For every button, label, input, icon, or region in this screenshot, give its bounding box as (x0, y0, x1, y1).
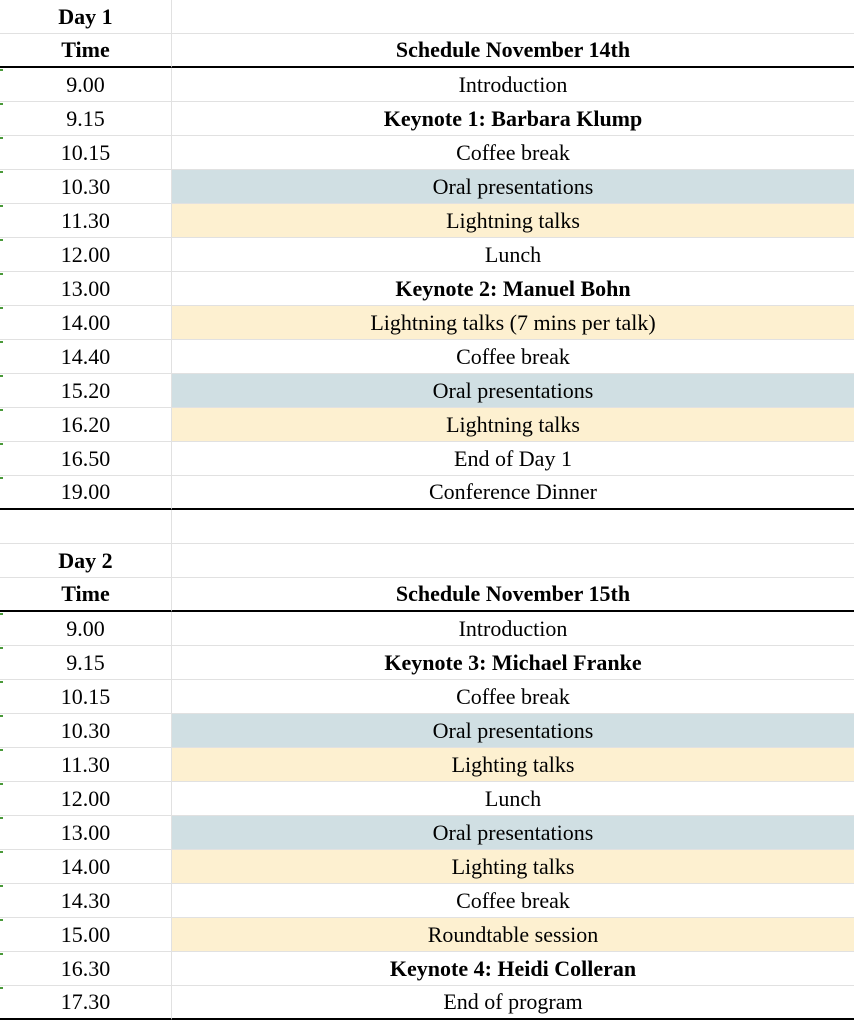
event-cell[interactable]: Lightning talks (172, 204, 854, 238)
time-cell[interactable]: 12.00 (0, 782, 172, 816)
event-cell[interactable]: Lightning talks (7 mins per talk) (172, 306, 854, 340)
row-edge-marker (0, 477, 3, 479)
event-cell[interactable]: Roundtable session (172, 918, 854, 952)
day-label-cell[interactable]: Day 2 (0, 544, 172, 578)
blank-row (0, 510, 854, 544)
time-cell[interactable]: 17.30 (0, 986, 172, 1020)
event-cell[interactable]: Lighting talks (172, 850, 854, 884)
empty-cell[interactable] (172, 544, 854, 578)
schedule-row (0, 238, 854, 272)
row-edge-marker (0, 103, 3, 105)
schedule-row (0, 68, 854, 102)
time-cell[interactable]: 16.50 (0, 442, 172, 476)
time-cell[interactable]: 9.00 (0, 612, 172, 646)
row-edge-marker (0, 715, 3, 717)
schedule-row (0, 986, 854, 1020)
row-edge-marker (0, 851, 3, 853)
schedule-row (0, 476, 854, 510)
event-cell[interactable]: Keynote 1: Barbara Klump (172, 102, 854, 136)
schedule-row (0, 850, 854, 884)
row-edge-marker (0, 817, 3, 819)
empty-cell[interactable] (0, 510, 172, 544)
time-cell[interactable]: 13.00 (0, 272, 172, 306)
day-label-cell[interactable]: Day 1 (0, 0, 172, 34)
event-cell[interactable]: Lunch (172, 238, 854, 272)
time-cell[interactable]: 16.30 (0, 952, 172, 986)
row-edge-marker (0, 749, 3, 751)
event-cell[interactable]: Lightning talks (172, 408, 854, 442)
time-cell[interactable]: 10.15 (0, 680, 172, 714)
row-edge-marker (0, 885, 3, 887)
schedule-row (0, 816, 854, 850)
event-cell[interactable]: Oral presentations (172, 170, 854, 204)
time-header-cell[interactable]: Time (0, 34, 172, 68)
row-edge-marker (0, 409, 3, 411)
schedule-row (0, 306, 854, 340)
row-edge-marker (0, 137, 3, 139)
schedule-row (0, 374, 854, 408)
empty-cell[interactable] (172, 510, 854, 544)
schedule-row (0, 204, 854, 238)
time-cell[interactable]: 9.15 (0, 646, 172, 680)
row-edge-marker (0, 171, 3, 173)
schedule-row (0, 952, 854, 986)
time-cell[interactable]: 13.00 (0, 816, 172, 850)
row-edge-marker (0, 647, 3, 649)
event-cell[interactable]: Lunch (172, 782, 854, 816)
time-cell[interactable]: 15.20 (0, 374, 172, 408)
schedule-row (0, 714, 854, 748)
time-header-cell[interactable]: Time (0, 578, 172, 612)
event-cell[interactable]: Keynote 4: Heidi Colleran (172, 952, 854, 986)
row-edge-marker (0, 953, 3, 955)
schedule-header-cell[interactable]: Schedule November 14th (172, 34, 854, 68)
schedule-row (0, 340, 854, 374)
time-cell[interactable]: 10.15 (0, 136, 172, 170)
event-cell[interactable]: End of program (172, 986, 854, 1020)
row-edge-marker (0, 205, 3, 207)
event-cell[interactable]: Oral presentations (172, 714, 854, 748)
header-row (0, 578, 854, 612)
event-cell[interactable]: Lighting talks (172, 748, 854, 782)
event-cell[interactable]: Coffee break (172, 136, 854, 170)
schedule-row (0, 272, 854, 306)
time-cell[interactable]: 11.30 (0, 748, 172, 782)
schedule-row (0, 680, 854, 714)
time-cell[interactable]: 14.40 (0, 340, 172, 374)
event-cell[interactable]: Oral presentations (172, 816, 854, 850)
row-edge-marker (0, 987, 3, 989)
time-cell[interactable]: 14.00 (0, 850, 172, 884)
row-edge-marker (0, 443, 3, 445)
time-cell[interactable]: 14.30 (0, 884, 172, 918)
schedule-row (0, 884, 854, 918)
row-edge-marker (0, 613, 3, 615)
event-cell[interactable]: Keynote 2: Manuel Bohn (172, 272, 854, 306)
row-edge-marker (0, 273, 3, 275)
schedule-header-cell[interactable]: Schedule November 15th (172, 578, 854, 612)
schedule-row (0, 442, 854, 476)
row-edge-marker (0, 919, 3, 921)
event-cell[interactable]: Introduction (172, 68, 854, 102)
row-edge-marker (0, 307, 3, 309)
row-edge-marker (0, 341, 3, 343)
time-cell[interactable]: 11.30 (0, 204, 172, 238)
schedule-row (0, 748, 854, 782)
event-cell[interactable]: Introduction (172, 612, 854, 646)
time-cell[interactable]: 19.00 (0, 476, 172, 510)
time-cell[interactable]: 9.15 (0, 102, 172, 136)
day-label-row (0, 544, 854, 578)
schedule-row (0, 102, 854, 136)
row-edge-marker (0, 69, 3, 71)
time-cell[interactable]: 12.00 (0, 238, 172, 272)
schedule-row (0, 408, 854, 442)
time-cell[interactable]: 10.30 (0, 170, 172, 204)
event-cell[interactable]: Oral presentations (172, 374, 854, 408)
event-cell[interactable]: Keynote 3: Michael Franke (172, 646, 854, 680)
schedule-row (0, 646, 854, 680)
schedule-row (0, 612, 854, 646)
row-edge-marker (0, 239, 3, 241)
time-cell[interactable]: 15.00 (0, 918, 172, 952)
empty-cell[interactable] (172, 0, 854, 34)
row-edge-marker (0, 375, 3, 377)
time-cell[interactable]: 9.00 (0, 68, 172, 102)
schedule-row (0, 170, 854, 204)
time-cell[interactable]: 14.00 (0, 306, 172, 340)
event-cell[interactable]: Coffee break (172, 340, 854, 374)
row-edge-marker (0, 681, 3, 683)
schedule-row (0, 136, 854, 170)
schedule-row (0, 782, 854, 816)
event-cell[interactable]: Coffee break (172, 884, 854, 918)
event-cell[interactable]: Conference Dinner (172, 476, 854, 510)
row-edge-marker (0, 783, 3, 785)
time-cell[interactable]: 10.30 (0, 714, 172, 748)
event-cell[interactable]: Coffee break (172, 680, 854, 714)
event-cell[interactable]: End of Day 1 (172, 442, 854, 476)
schedule-row (0, 918, 854, 952)
time-cell[interactable]: 16.20 (0, 408, 172, 442)
header-row (0, 34, 854, 68)
day-label-row (0, 0, 854, 34)
